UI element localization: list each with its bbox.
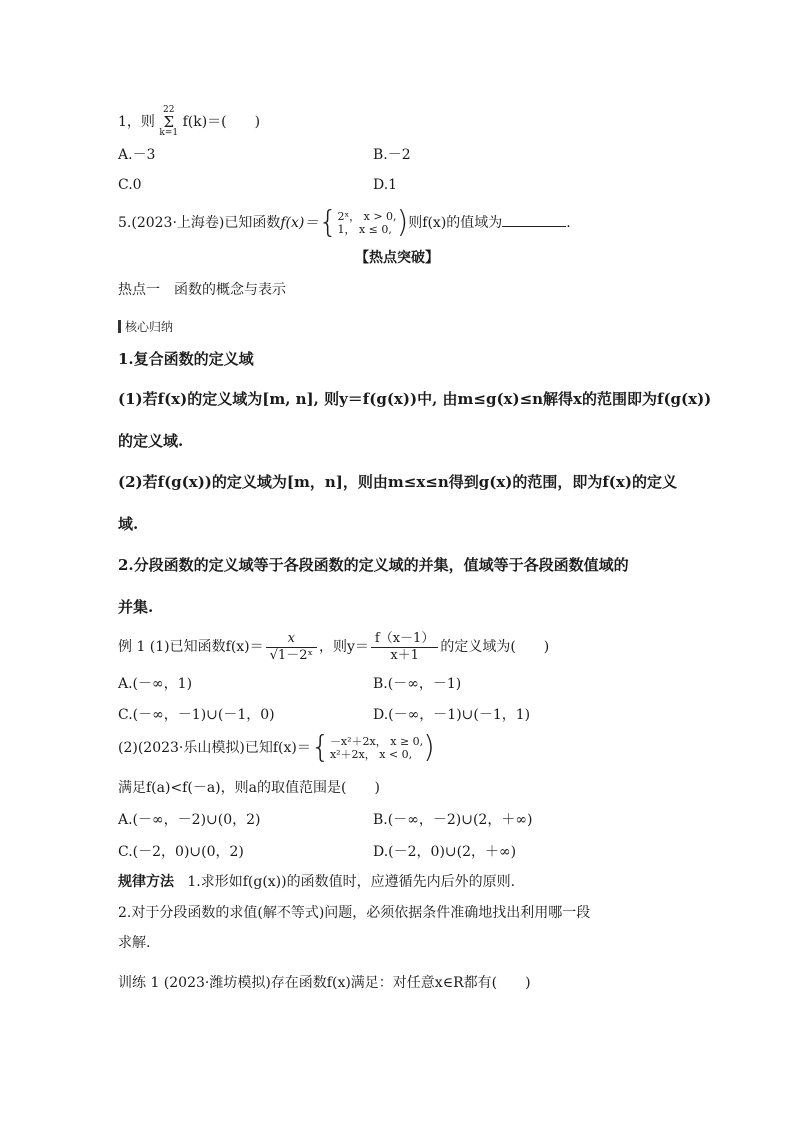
example1-part1 (118, 626, 549, 668)
q4-stem (118, 106, 260, 138)
ex1-p1-suffix: 的定义域为( ) (440, 639, 550, 655)
right-brace-icon: ) (423, 730, 435, 765)
core-item1-p1b: 的定义域. (118, 432, 184, 450)
q5-prefix: 5.(2023·上海卷)已知函数 (118, 215, 281, 231)
q5-stem (118, 205, 571, 240)
sum-body: f(k)＝( ) (182, 114, 261, 130)
ex1-p1-mid: ，则y＝ (318, 639, 369, 655)
ex1-case1: －x²＋2x， x ≥ 0, (329, 735, 424, 748)
ex1-p2-option-a[interactable]: A.(－∞，－2)∪(0，2) (118, 812, 261, 828)
left-brace-icon: { (318, 205, 338, 240)
core-item2: 2.分段函数的定义域等于各段函数的定义域的并集，值域等于各段函数值域的 (118, 556, 629, 574)
right-brace-icon: ) (396, 205, 409, 240)
q4-option-b[interactable]: B.－2 (373, 147, 411, 163)
ex1-p2-option-d[interactable]: D.(－2，0)∪(2，＋∞) (373, 844, 517, 860)
frac-num: x (266, 631, 317, 648)
core-item2b: 并集. (118, 598, 154, 616)
core-item1-title: 1.复合函数的定义域 (118, 350, 254, 368)
ex1-p2-condition: 满足f(a)<f(－a)，则a的取值范围是( ) (118, 780, 380, 796)
core-item1-p2: (2)若f(g(x))的定义域为[m，n]，则由m≤x≤n得到g(x)的范围，即为f(x)的定义 (118, 473, 677, 491)
ex1-p2-prefix: (2)(2023·乐山模拟)已知f(x)＝ (118, 740, 311, 756)
ex1-p2-option-c[interactable]: C.(－2，0)∪(0，2) (118, 844, 244, 860)
q5-fx: f(x)＝ (280, 215, 319, 231)
method-p2b: 求解. (118, 935, 151, 951)
ex1-p1-prefix: 例 1 (1)已知函数f(x)＝ (118, 639, 264, 655)
core-label: 核心归纳 (125, 320, 174, 334)
method-label: 规律方法 (118, 874, 174, 890)
hot-point-heading: 热点一 函数的概念与表示 (118, 282, 286, 298)
q5-end: . (566, 215, 571, 231)
ex1-case2: x²＋2x， x < 0, (329, 748, 413, 761)
sum-lower: k=1 (159, 128, 179, 138)
core-item1-p2b: 域. (118, 515, 139, 533)
left-brace-icon: { (310, 730, 330, 765)
method-p1-text: 1.求形如f(g(x))的函数值时，应遵循先内后外的原则. (187, 874, 516, 890)
example1-part2 (118, 731, 435, 765)
summation-symbol: 22 Σ k=1 (159, 105, 179, 138)
ex1-p1-option-c[interactable]: C.(－∞，－1)∪(－1，0) (118, 707, 275, 723)
fraction-y (371, 631, 438, 664)
q5-case2: 1， x ≤ 0, (337, 223, 392, 236)
heading-bar-icon (118, 320, 121, 333)
frac-den2: x＋1 (390, 647, 419, 663)
ex1-p1-option-b[interactable]: B.(－∞，－1) (373, 676, 462, 692)
q4-option-a[interactable]: A.－3 (118, 147, 156, 163)
section-title: 【热点突破】 (355, 250, 439, 266)
core-item1-p1: (1)若f(x)的定义域为[m, n], 则y＝f(g(x))中, 由m≤g(x)≤n解得x的范围即为f(g(x)) (118, 390, 712, 408)
training1-stem: 训练 1 (2023·潍坊模拟)存在函数f(x)满足：对任意x∈R都有( ) (118, 975, 531, 991)
ex1-p1-option-a[interactable]: A.(－∞，1) (118, 676, 193, 692)
q5-case1: 2ˣ， x > 0, (337, 210, 397, 223)
q5-suffix: 则f(x)的值域为 (408, 215, 503, 231)
frac-num2: f（x－1） (371, 631, 438, 648)
method-p1 (118, 873, 515, 891)
frac-den: √1－2ˣ (269, 647, 313, 663)
ex1-p2-option-b[interactable]: B.(－∞，－2)∪(2，＋∞) (373, 812, 533, 828)
q4-tail-text: 1，则 (118, 114, 155, 130)
q4-option-c[interactable]: C.0 (118, 177, 142, 193)
q4-option-d[interactable]: D.1 (373, 177, 398, 193)
ex1-piecewise (330, 735, 423, 761)
sum-upper: 22 (163, 105, 175, 115)
core-summary-heading (118, 318, 173, 335)
ex1-p1-option-d[interactable]: D.(－∞，－1)∪(－1，1) (373, 707, 531, 723)
fraction-fx (266, 631, 317, 664)
answer-blank[interactable] (502, 214, 566, 227)
method-p2: 2.对于分段函数的求值(解不等式)问题，必须依据条件准确地找出利用哪一段 (118, 905, 591, 921)
q5-piecewise (337, 210, 396, 236)
